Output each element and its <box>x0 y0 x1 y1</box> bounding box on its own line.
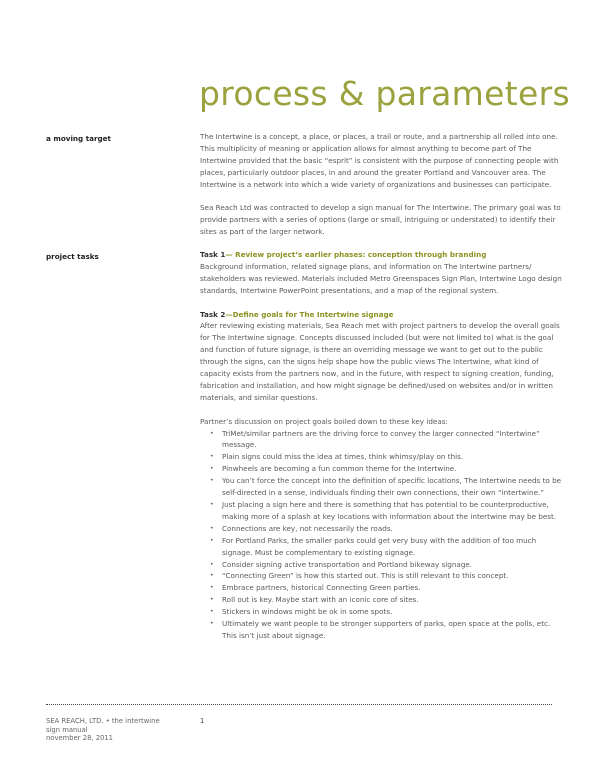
task-1-heading <box>200 249 565 261</box>
list-item: • Embrace partners, historical Connecting Green parties. <box>200 582 565 594</box>
section-label-project-tasks: project tasks <box>46 252 99 261</box>
list-item: • Plain signs could miss the idea at times, think whimsy/play on this. <box>200 451 565 463</box>
footer-divider <box>46 704 552 705</box>
footer-date: november 28, 2011 <box>46 734 114 743</box>
moving-target-paragraph: Sea Reach Ltd was contracted to develop a sign manual for The Intertwine. The primary goal was to provide partners with a series of options (large or small, intriguing or understated) to identify their sites as part of the larger network. <box>200 203 561 237</box>
list-item: • For Portland Parks, the smaller parks could get very busy with the addition of too much signage. Must be complementary to existing signage. <box>200 535 565 559</box>
moving-target-body <box>200 131 565 238</box>
section-label-moving-target: a moving target <box>46 134 111 143</box>
list-item: • “Connecting Green” is how this started out. This is still relevant to this concept. <box>200 570 565 582</box>
task-2-body: After reviewing existing materials, Sea Reach met with project partners to develop the overall goals for The Intertwine signage. Concepts discussed included (but were not limited to) what is the goal and function of future signage, is there an overriding message we want to get out to the public through the signs, can the signs help shape how the public views The Intertwine, what kind of capacity exists from the partners now, and in the future, with respect to signing creation, funding, fabrication and installation, and how might signage be defined/used on websites and/or in written materials, and similar questions. <box>200 321 560 402</box>
project-tasks-body <box>200 249 565 642</box>
task-1-number: Task 1 <box>200 250 226 259</box>
page-number: 1 <box>200 717 205 725</box>
key-ideas-list <box>200 428 565 642</box>
key-ideas-intro: Partner’s discussion on project goals boiled down to these key ideas: <box>200 416 448 426</box>
list-item: • Ultimately we want people to be stronger supporters of parks, open space at the polls, etc. This isn’t just about signage. <box>200 618 565 642</box>
task-1-title: — Review project’s earlier phases: conception through branding <box>225 250 487 259</box>
footer-document: sign manual <box>46 725 88 734</box>
list-item: • Pinwheels are becoming a fun common theme for the Intertwine. <box>200 463 565 475</box>
list-item: • Consider signing active transportation and Portland bikeway signage. <box>200 559 565 571</box>
moving-target-paragraph: The Intertwine is a concept, a place, or places, a trail or route, and a partnership all rolled into one. This multiplicity of meaning or application allows for almost anything to become part of The Intertwine provided that the basic “esprit” is consistent with the purpose of connecting people with places, particularly outdoor places, in and around the greater Portland and Vancouver area. The Intertwine is a network into which a wide variety of organizations and businesses can participate. <box>200 132 559 189</box>
list-item: • Roll out is key. Maybe start with an iconic core of sites. <box>200 594 565 606</box>
footer-company: SEA REACH, LTD. • the intertwine <box>46 717 160 725</box>
page-title: process & parameters <box>199 74 570 113</box>
list-item: • You can’t force the concept into the definition of specific locations, The Intertwine needs to be self-directed in a sense, individuals finding their own connections, their own “intertwine.” <box>200 475 565 499</box>
list-item: • TriMet/similar partners are the driving force to convey the larger connected “Intertwine” message. <box>200 428 565 452</box>
task-2-number: Task 2 <box>200 309 226 319</box>
task-2-heading <box>200 309 565 321</box>
list-item: • Just placing a sign here and there is something that has potential to be counterproductive, making more of a splash at key locations with information about the intertwine may be best. <box>200 499 565 523</box>
list-item: • Stickers in windows might be ok in some spots. <box>200 606 565 618</box>
task-2-title: —Define goals for The Intertwine signage <box>225 309 394 319</box>
list-item: • Connections are key, not necessarily the roads. <box>200 523 565 535</box>
task-1-body: Background information, related signage plans, and information on The Intertwine partners/ stakeholders was reviewed. Materials included Metro Greenspaces Sign Plan, Intertwine Logo design standards, Intertwine PowerPoint presentations, and a map of the regional system. <box>200 261 562 295</box>
footer-info <box>46 717 160 743</box>
